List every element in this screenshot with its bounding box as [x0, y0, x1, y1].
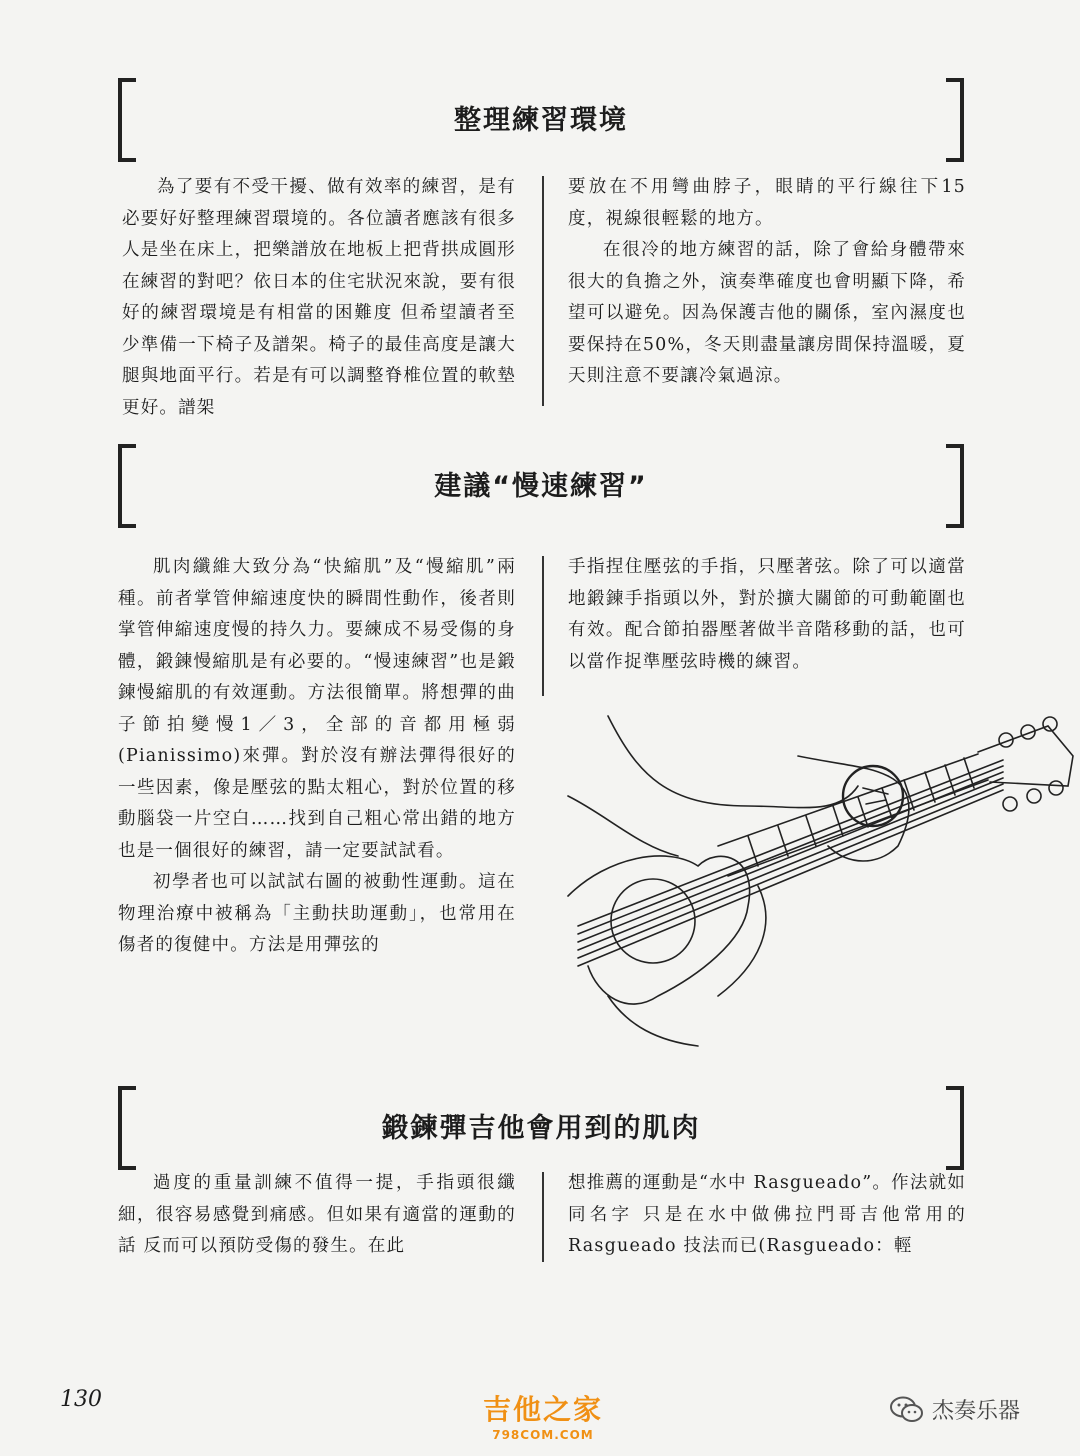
- column-divider: [542, 176, 544, 406]
- section-header-2: [118, 444, 964, 528]
- section-header-3: [118, 1086, 964, 1170]
- paragraph: 肌肉纖維大致分為“快縮肌”及“慢縮肌”兩種。前者掌管伸縮速度快的瞬間性動作，後者則掌管伸縮速度慢的持久力。要練成不易受傷的身體，鍛鍊慢縮肌是有必要的。“慢速練習”也是鍛鍊慢縮肌的有效運動。方法很簡單。將想彈的曲子節拍變慢1／3，全部的音都用極弱(Pianissimo)來彈。對於沒有辦法彈得很好的一些因素，像是壓弦的點太粗心，對於位置的移動腦袋一片空白……找到自己粗心常出錯的地方 也是一個很好的練習，請一定要試試看。: [118, 557, 516, 861]
- brand-credit: [890, 1394, 1020, 1425]
- column-divider: [542, 1172, 544, 1262]
- paragraph: 在很冷的地方練習的話，除了會給身體帶來很大的負擔之外，演奏準確度也會明顯下降，希望可以避免。因為保護吉他的關係，室內濕度也要保持在50%，冬天則盡量讓房間保持溫暖，夏天則注意不要讓冷氣過涼。: [568, 240, 966, 386]
- paragraph: 想推薦的運動是“水中 Rasgueado”。作法就如同名字 只是在水中做佛拉門哥吉他常用的 Rasgueado 技法而已(Rasgueado：輕: [568, 1173, 966, 1256]
- paragraph: 手指捏住壓弦的手指，只壓著弦。除了可以適當地鍛鍊手指頭以外，對於擴大關節的可動範圍也有效。配合節拍器壓著做半音階移動的話，也可以當作捉準壓弦時機的練習。: [568, 557, 966, 672]
- brand-name: 杰奏乐器: [932, 1399, 1021, 1424]
- section-2-left-column: [118, 552, 516, 962]
- section-2-right-column: [568, 552, 966, 678]
- wechat-icon: [890, 1396, 924, 1424]
- section-3-left-column: [118, 1168, 516, 1263]
- section-1-right-column: [568, 172, 966, 393]
- watermark-main: 吉他之家: [482, 1393, 603, 1426]
- section-title: 整理練習環境: [454, 105, 628, 136]
- column-divider: [542, 556, 544, 696]
- section-title: 鍛鍊彈吉他會用到的肌肉: [381, 1113, 701, 1144]
- paragraph: 要放在不用彎曲脖子，眼睛的平行線往下15度，視線很輕鬆的地方。: [568, 177, 966, 229]
- paragraph: 初學者也可以試試右圖的被動性運動。這在物理治療中被稱為「主動扶助運動」，也常用在傷者的復健中。方法是用彈弦的: [118, 872, 516, 955]
- page-number: 130: [60, 1387, 102, 1412]
- section-header-1: [118, 78, 964, 162]
- paragraph: 為了要有不受干擾、做有效率的練習，是有必要好好整理練習環境的。各位讀者應該有很多人是坐在床上，把樂譜放在地板上把背拱成圓形在練習的對吧？依日本的住宅狀況來說，要有很好的練習環境是有相當的困難度 但希望讀者至少準備一下椅子及譜架。椅子的最佳高度是讓大腿與地面平行。若是有可以調整脊椎位置的軟墊更好。譜架: [122, 177, 516, 418]
- watermark-logo: [468, 1388, 618, 1442]
- watermark-sub: 798COM.COM: [492, 1428, 594, 1442]
- guitar-hand-illustration: [548, 696, 1078, 1058]
- paragraph: 過度的重量訓練不值得一提，手指頭很纖細，很容易感覺到痛感。但如果有適當的運動的話 反而可以預防受傷的發生。在此: [118, 1173, 516, 1256]
- section-title: 建議“慢速練習”: [434, 471, 648, 502]
- section-1-left-column: [122, 172, 516, 424]
- section-3-right-column: [568, 1168, 966, 1263]
